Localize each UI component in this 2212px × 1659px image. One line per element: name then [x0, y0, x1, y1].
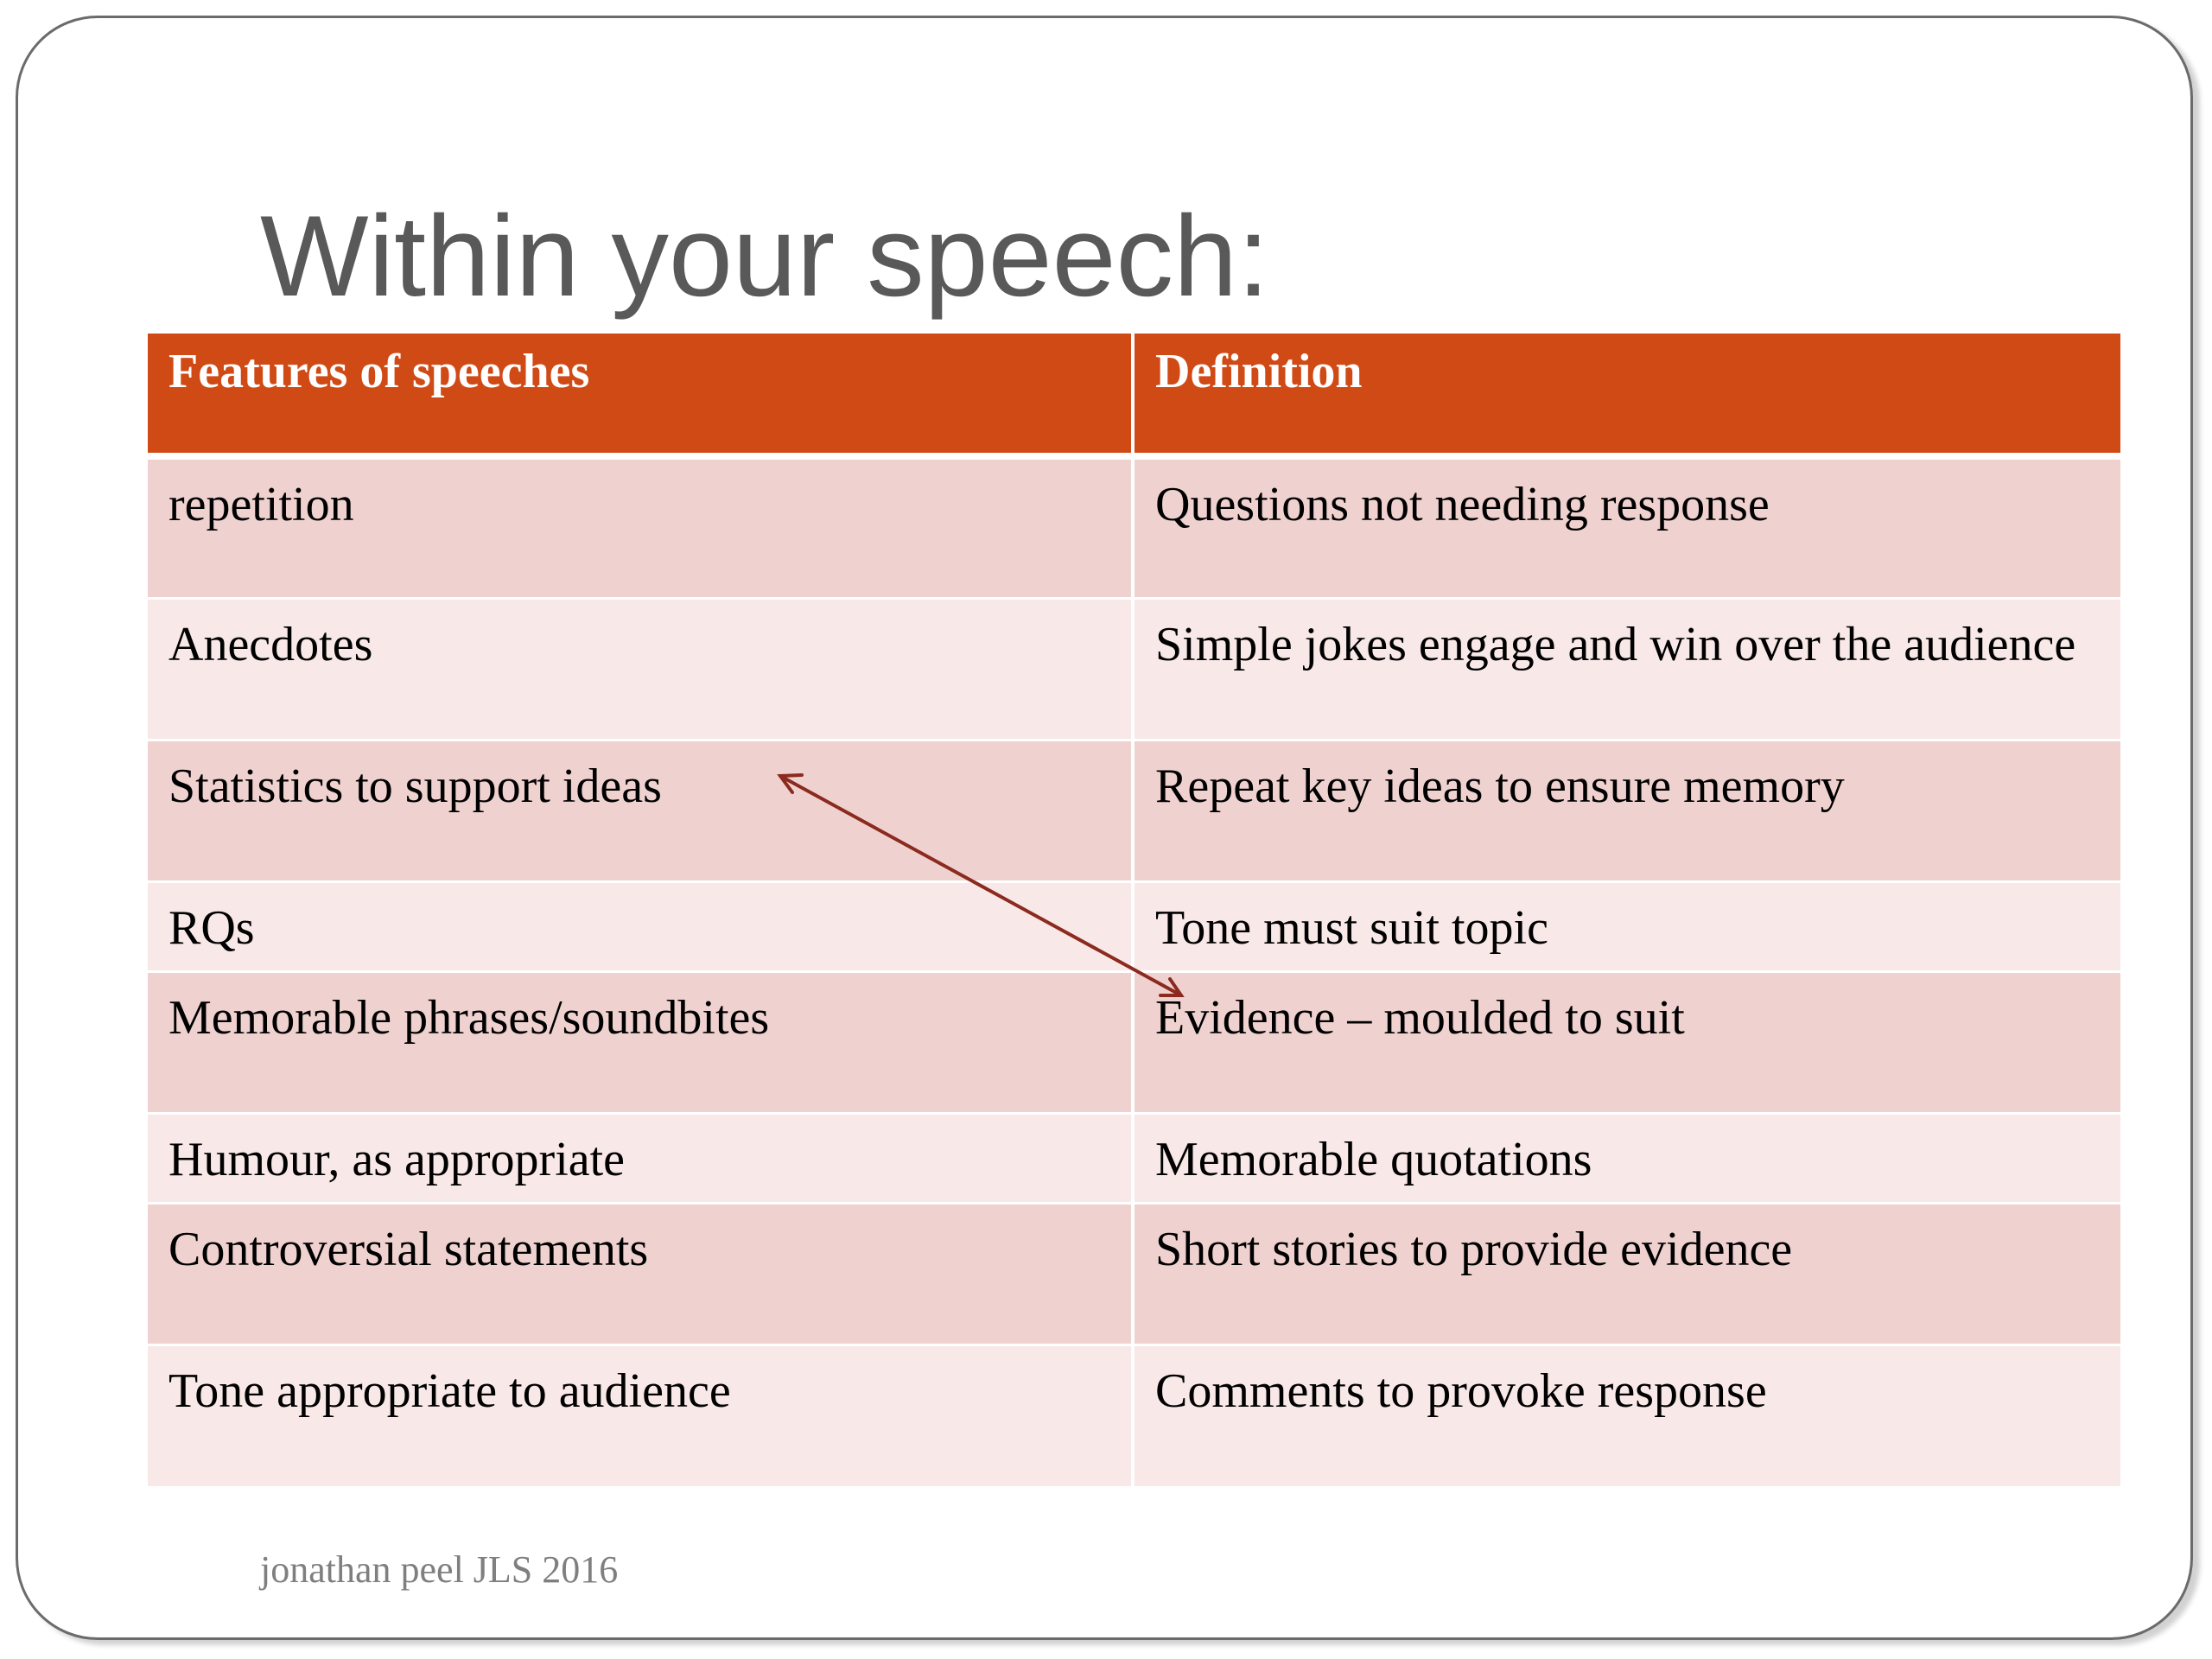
- feature-cell: Statistics to support ideas: [148, 740, 1133, 881]
- table-row: [148, 1113, 2120, 1203]
- table-row: [148, 1203, 2120, 1344]
- table-header-row: [148, 334, 2120, 456]
- definition-cell: Repeat key ideas to ensure memory: [1133, 740, 2120, 881]
- features-table: [148, 334, 2120, 1486]
- slide-title: Within your speech:: [260, 193, 1269, 321]
- definition-cell: Evidence – moulded to suit: [1133, 971, 2120, 1113]
- feature-cell: RQs: [148, 881, 1133, 971]
- table-row: [148, 881, 2120, 971]
- definition-cell: Tone must suit topic: [1133, 881, 2120, 971]
- table-row: [148, 740, 2120, 881]
- definition-cell: Short stories to provide evidence: [1133, 1203, 2120, 1344]
- table-row: [148, 1344, 2120, 1486]
- feature-cell: repetition: [148, 456, 1133, 598]
- header-definition: Definition: [1133, 334, 2120, 456]
- feature-cell: Humour, as appropriate: [148, 1113, 1133, 1203]
- table-row: [148, 456, 2120, 598]
- slide: [16, 16, 2193, 1640]
- definition-cell: Simple jokes engage and win over the audience: [1133, 598, 2120, 740]
- table-row: [148, 598, 2120, 740]
- definition-cell: Questions not needing response: [1133, 456, 2120, 598]
- table-row: [148, 971, 2120, 1113]
- feature-cell: Memorable phrases/soundbites: [148, 971, 1133, 1113]
- feature-cell: Anecdotes: [148, 598, 1133, 740]
- definition-cell: Memorable quotations: [1133, 1113, 2120, 1203]
- slide-footer: jonathan peel JLS 2016: [260, 1548, 619, 1591]
- definition-cell: Comments to provoke response: [1133, 1344, 2120, 1486]
- feature-cell: Controversial statements: [148, 1203, 1133, 1344]
- feature-cell: Tone appropriate to audience: [148, 1344, 1133, 1486]
- header-features: Features of speeches: [148, 334, 1133, 456]
